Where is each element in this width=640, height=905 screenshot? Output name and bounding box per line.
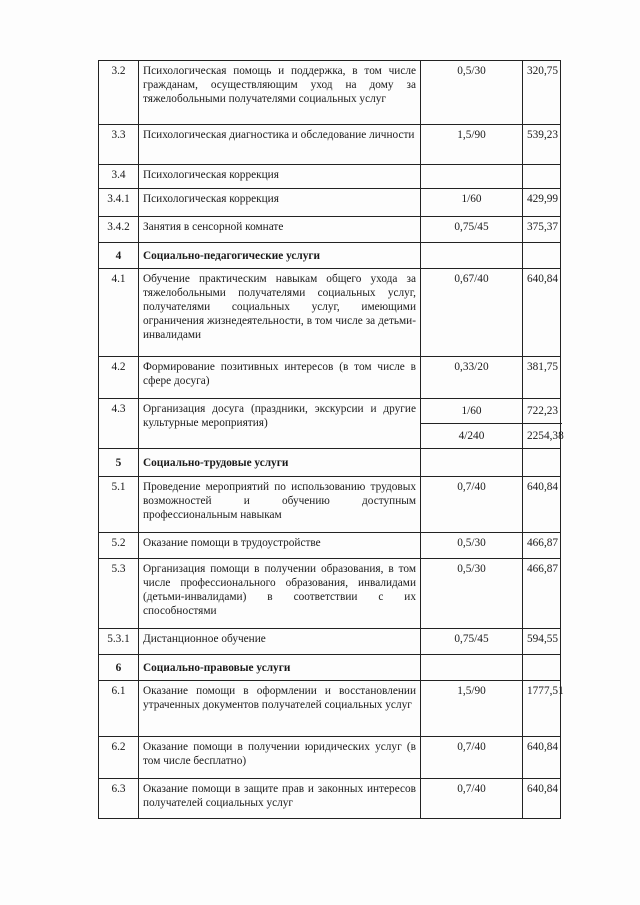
time-norm: 0,67/40 xyxy=(421,269,523,357)
table-row xyxy=(99,189,561,217)
section-title: Социально-педагогические услуги xyxy=(139,243,421,269)
row-number: 6.2 xyxy=(99,737,139,779)
time-norm: 1,5/90 xyxy=(421,681,523,737)
section-row xyxy=(99,243,561,269)
service-name: Формирование позитивных интересов (в том числе в сфере досуга) xyxy=(139,357,421,399)
service-name: Психологическая коррекция xyxy=(139,189,421,217)
row-number: 3.4.2 xyxy=(99,217,139,243)
row-number: 6.3 xyxy=(99,779,139,819)
empty-cell xyxy=(523,449,561,477)
empty-cell xyxy=(523,243,561,269)
section-row xyxy=(99,655,561,681)
time-norm: 0,7/40 xyxy=(421,737,523,779)
time-norm: 0,5/30 xyxy=(421,533,523,559)
service-price: 381,75 xyxy=(523,357,561,399)
time-norm: 0,75/45 xyxy=(421,217,523,243)
row-number: 3.3 xyxy=(99,125,139,165)
time-norm: 1,5/90 xyxy=(421,125,523,165)
table-row xyxy=(99,269,561,357)
row-number: 5.3 xyxy=(99,559,139,629)
time-norm: 0,5/30 xyxy=(421,61,523,125)
empty-cell xyxy=(523,655,561,681)
empty-cell xyxy=(421,449,523,477)
time-norm-group xyxy=(421,399,523,449)
time-norm: 1/60 xyxy=(461,405,482,417)
table-row xyxy=(99,779,561,819)
service-name: Дистанционное обучение xyxy=(139,629,421,655)
row-number: 3.4 xyxy=(99,165,139,189)
table-row xyxy=(99,217,561,243)
table-row xyxy=(99,357,561,399)
service-price: 429,99 xyxy=(523,189,561,217)
service-name: Организация помощи в получении образования, в том числе профессионального образования, инвалидами (детьми-инвалидами) в соответствии с их способностями xyxy=(139,559,421,629)
service-price: 539,23 xyxy=(523,125,561,165)
empty-cell xyxy=(421,655,523,681)
row-number: 5.1 xyxy=(99,477,139,533)
table-row xyxy=(99,477,561,533)
service-name: Оказание помощи в оформлении и восстановлении утраченных документов получателей социальных услуг xyxy=(139,681,421,737)
service-name: Занятия в сенсорной комнате xyxy=(139,217,421,243)
table-row xyxy=(99,629,561,655)
table-row xyxy=(99,61,561,125)
time-norm xyxy=(421,165,523,189)
service-name: Психологическая диагностика и обследование личности xyxy=(139,125,421,165)
table-row xyxy=(99,399,561,449)
row-number: 3.2 xyxy=(99,61,139,125)
section-number: 5 xyxy=(99,449,139,477)
time-norm: 0,5/30 xyxy=(421,559,523,629)
section-number: 4 xyxy=(99,243,139,269)
service-price: 594,55 xyxy=(523,629,561,655)
table-row xyxy=(99,681,561,737)
section-row xyxy=(99,449,561,477)
service-price: 640,84 xyxy=(523,779,561,819)
service-price-group xyxy=(523,399,564,449)
time-norm: 1/60 xyxy=(421,189,523,217)
section-title: Социально-правовые услуги xyxy=(139,655,421,681)
time-norm: 0,7/40 xyxy=(421,477,523,533)
row-number: 4.1 xyxy=(99,269,139,357)
service-name: Оказание помощи в получении юридических услуг (в том числе бесплатно) xyxy=(139,737,421,779)
service-price: 640,84 xyxy=(523,269,561,357)
row-number: 3.4.1 xyxy=(99,189,139,217)
service-name: Психологическая коррекция xyxy=(139,165,421,189)
service-price: 320,75 xyxy=(523,61,561,125)
time-norm: 4/240 xyxy=(421,423,522,448)
row-number: 6.1 xyxy=(99,681,139,737)
table-row xyxy=(99,165,561,189)
table-row xyxy=(99,125,561,165)
service-price: 640,84 xyxy=(523,477,561,533)
service-price: 1777,51 xyxy=(523,681,561,737)
table-row xyxy=(99,533,561,559)
time-norm: 0,7/40 xyxy=(421,779,523,819)
section-title: Социально-трудовые услуги xyxy=(139,449,421,477)
service-price xyxy=(523,165,561,189)
service-name: Оказание помощи в трудоустройстве xyxy=(139,533,421,559)
service-name: Обучение практическим навыкам общего ухода за тяжелобольными получателями социальных услуг, получателями социальных услуг, имеющими ограничения жизнедеятельности, в том числе за детьми-инвалидами xyxy=(139,269,421,357)
row-number: 4.3 xyxy=(99,399,139,449)
row-number: 5.2 xyxy=(99,533,139,559)
row-number: 5.3.1 xyxy=(99,629,139,655)
time-norm: 0,33/20 xyxy=(421,357,523,399)
table-row xyxy=(99,737,561,779)
empty-cell xyxy=(421,243,523,269)
time-norm: 0,75/45 xyxy=(421,629,523,655)
service-price: 375,37 xyxy=(523,217,561,243)
service-price: 466,87 xyxy=(523,559,561,629)
services-table xyxy=(98,60,564,819)
service-name: Проведение мероприятий по использованию трудовых возможностей и обучению доступным профессиональным навыкам xyxy=(139,477,421,533)
service-price: 2254,38 xyxy=(523,423,562,448)
service-name: Оказание помощи в защите прав и законных интересов получателей социальных услуг xyxy=(139,779,421,819)
section-number: 6 xyxy=(99,655,139,681)
service-price: 722,23 xyxy=(527,405,559,417)
service-price: 466,87 xyxy=(523,533,561,559)
service-price: 640,84 xyxy=(523,737,561,779)
table-row xyxy=(99,559,561,629)
service-name: Психологическая помощь и поддержка, в том числе гражданам, осуществляющим уход на дому за тяжелобольными получателями социальных услуг xyxy=(139,61,421,125)
service-name: Организация досуга (праздники, экскурсии и другие культурные мероприятия) xyxy=(139,399,421,449)
row-number: 4.2 xyxy=(99,357,139,399)
